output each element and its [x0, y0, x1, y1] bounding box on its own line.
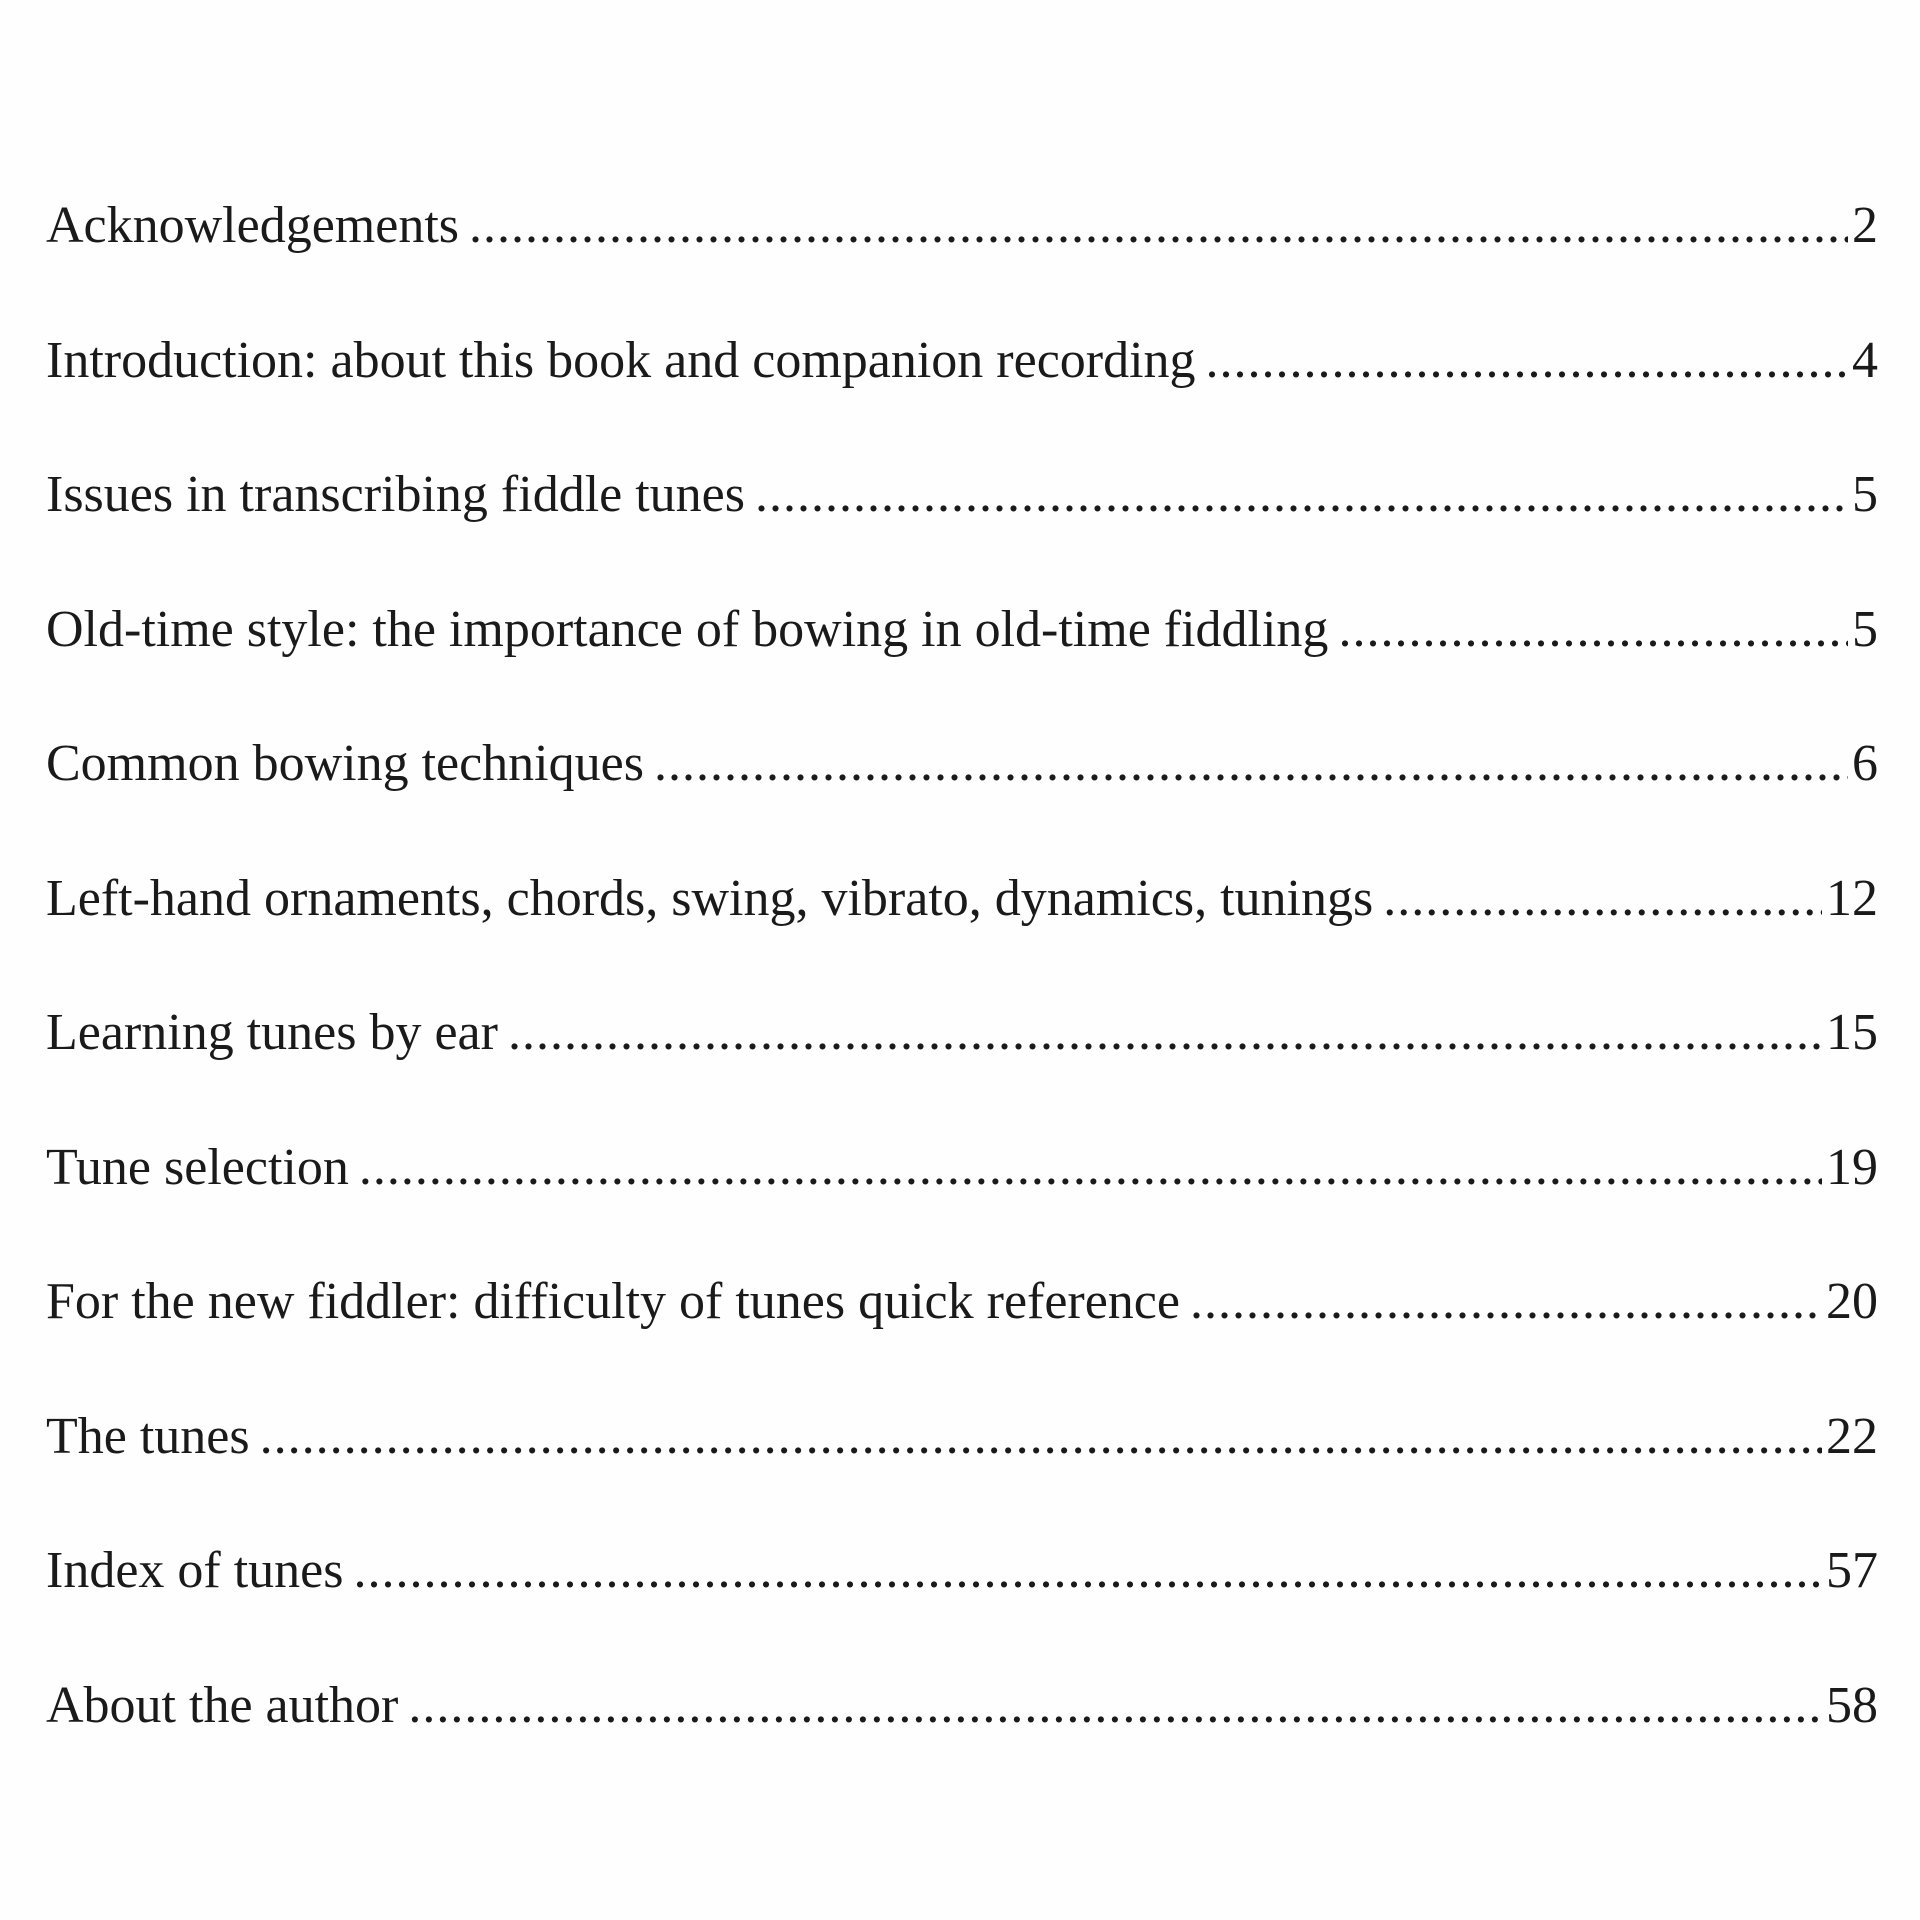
toc-entry-title: Common bowing techniques [46, 735, 644, 792]
toc-entry-page: 58 [1826, 1676, 1878, 1734]
toc-entry-page: 22 [1826, 1407, 1878, 1465]
toc-entry [46, 1272, 1878, 1407]
toc-entry-page: 12 [1826, 869, 1878, 927]
toc-entry [46, 465, 1878, 600]
toc-entry [46, 1541, 1878, 1676]
toc-entry [46, 1003, 1878, 1138]
toc-entry [46, 331, 1878, 466]
toc-dot-leader [1206, 331, 1848, 390]
toc-dot-leader [260, 1407, 1822, 1466]
toc-entry-title: Acknowledgements [46, 197, 460, 254]
toc-dot-leader [508, 1003, 1822, 1062]
toc-entry-title: Issues in transcribing fiddle tunes [46, 466, 745, 523]
toc-entry-page: 5 [1852, 466, 1878, 523]
toc-entry-page: 4 [1852, 331, 1878, 389]
toc-entry-title: For the new fiddler: difficulty of tunes quick reference [46, 1273, 1180, 1330]
toc-entry-page: 57 [1826, 1542, 1878, 1599]
table-of-contents [46, 196, 1878, 1810]
toc-entry-title: The tunes [46, 1407, 250, 1465]
toc-dot-leader [1190, 1272, 1822, 1331]
toc-entry-title: About the author [46, 1676, 399, 1734]
toc-dot-leader [755, 465, 1848, 524]
toc-dot-leader [408, 1676, 1822, 1735]
toc-dot-leader [359, 1138, 1822, 1197]
toc-entry-page: 6 [1852, 735, 1878, 792]
toc-entry [46, 600, 1878, 735]
toc-dot-leader [1383, 869, 1822, 928]
toc-entry [46, 869, 1878, 1004]
toc-entry-title: Introduction: about this book and companion recording [46, 331, 1196, 389]
toc-entry-page: 15 [1826, 1004, 1878, 1061]
toc-entry-title: Learning tunes by ear [46, 1004, 498, 1061]
toc-entry-page: 2 [1852, 197, 1878, 254]
toc-entry-title: Left-hand ornaments, chords, swing, vibrato, dynamics, tunings [46, 869, 1374, 927]
toc-entry-title: Index of tunes [46, 1542, 344, 1599]
toc-entry-page: 5 [1852, 600, 1878, 658]
toc-dot-leader [469, 196, 1848, 255]
toc-entry [46, 196, 1878, 331]
toc-dot-leader [654, 734, 1848, 793]
toc-entry-page: 19 [1826, 1138, 1878, 1196]
toc-entry-page: 20 [1826, 1273, 1878, 1330]
toc-entry [46, 1676, 1878, 1811]
toc-entry [46, 1138, 1878, 1273]
toc-entry [46, 1407, 1878, 1542]
toc-entry-title: Old-time style: the importance of bowing in old-time fiddling [46, 600, 1329, 658]
toc-entry [46, 734, 1878, 869]
toc-entry-title: Tune selection [46, 1138, 349, 1196]
toc-dot-leader [353, 1541, 1822, 1600]
toc-dot-leader [1338, 600, 1848, 659]
